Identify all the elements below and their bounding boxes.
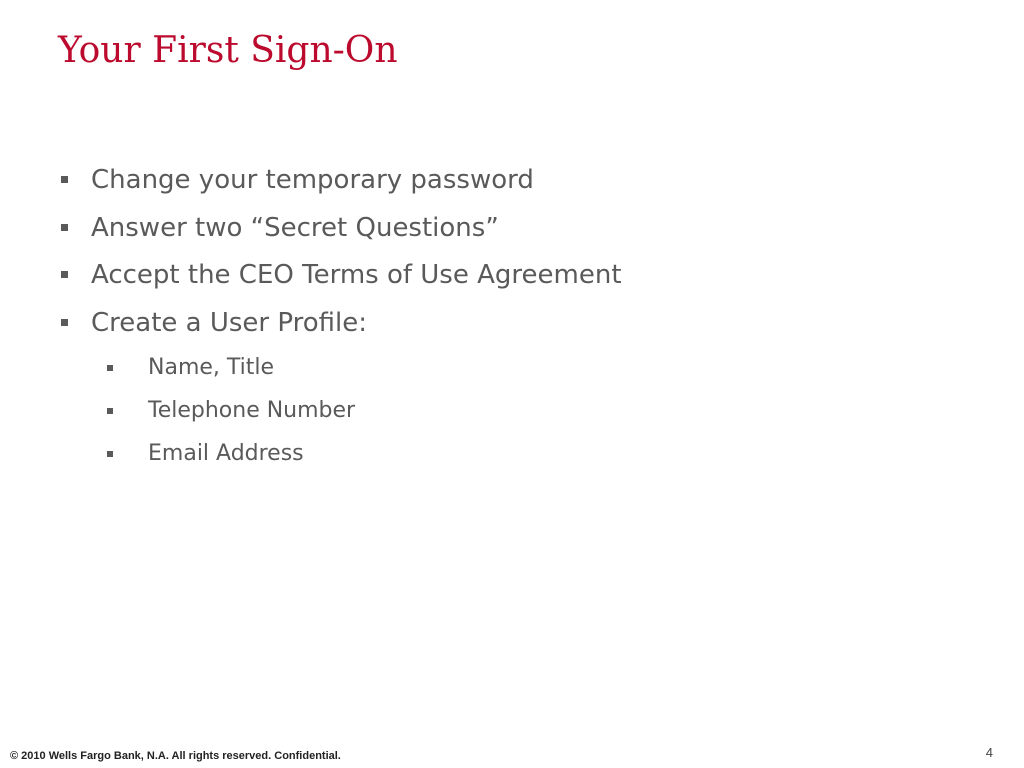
bullet-text: Change your temporary password [91, 165, 534, 195]
bullet-item [91, 258, 622, 292]
sub-bullet-item [148, 439, 304, 469]
bullet-text: Create a User Profile: [91, 308, 367, 338]
copyright-footer: © 2010 Wells Fargo Bank, N.A. All rights reserved. Confidential. [10, 750, 341, 762]
bullet-text: Answer two “Secret Questions” [91, 213, 499, 243]
bullet-text: Accept the CEO Terms of Use Agreement [91, 260, 622, 290]
square-bullet-icon [61, 271, 68, 278]
square-bullet-icon [61, 319, 68, 326]
square-bullet-icon [107, 365, 113, 371]
square-bullet-icon [107, 408, 113, 414]
sub-bullet-text: Telephone Number [148, 398, 356, 423]
bullet-item [91, 163, 534, 197]
slide-title: Your First Sign-On [58, 30, 398, 71]
page-number: 4 [985, 745, 993, 760]
sub-bullet-item [148, 353, 274, 383]
square-bullet-icon [61, 224, 68, 231]
sub-bullet-text: Name, Title [148, 355, 275, 380]
square-bullet-icon [61, 176, 68, 183]
sub-bullet-text: Email Address [148, 441, 304, 466]
bullet-item [91, 211, 499, 245]
sub-bullet-item [148, 396, 355, 426]
bullet-item [91, 306, 367, 340]
square-bullet-icon [107, 451, 113, 457]
